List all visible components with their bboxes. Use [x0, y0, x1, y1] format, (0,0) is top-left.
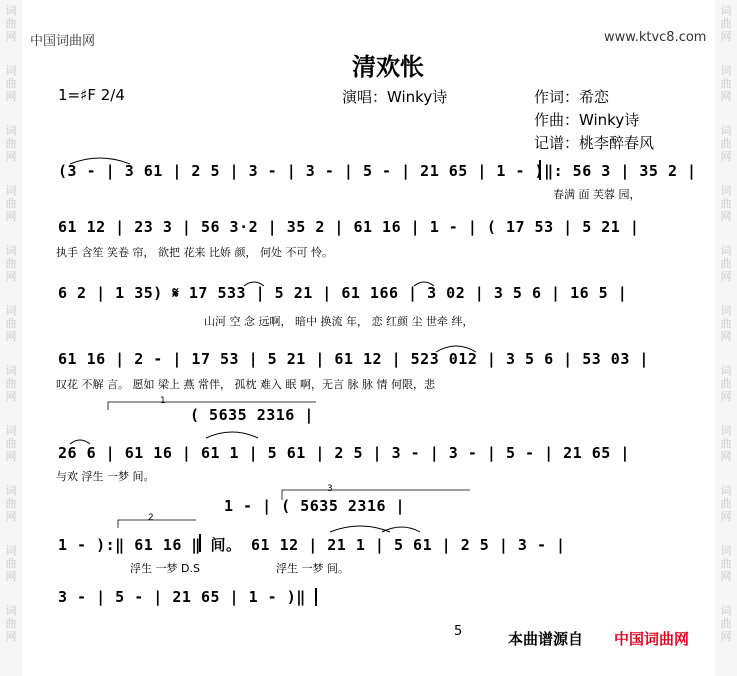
song-title: 清欢怅 — [352, 53, 424, 81]
watermark-text: 词 曲 网 — [720, 184, 732, 223]
footer-source-site[interactable]: 中国词曲网 — [614, 630, 690, 648]
watermark-text: 词 曲 网 — [720, 124, 732, 163]
notation-row-6-upper: 1 - | ( 5635 2316 | — [224, 497, 406, 515]
lyrics-row-1: 春满 面 芙蓉 园， — [553, 188, 641, 201]
watermark-text: 词 曲 网 — [5, 604, 17, 643]
footer-source-label: 本曲谱源自 — [508, 630, 584, 648]
watermark-text: 词 曲 网 — [5, 4, 17, 43]
singer-credit: 演唱：Winky诗 — [342, 88, 448, 106]
watermark-text: 词 曲 网 — [720, 544, 732, 583]
watermark-text: 词 曲 网 — [720, 484, 732, 523]
watermark-text: 词 曲 网 — [720, 4, 732, 43]
watermark-text: 词 曲 网 — [5, 124, 17, 163]
watermark-text: 词 曲 网 — [5, 184, 17, 223]
notation-row-3: 6 2 | 1 35) 𝄋 17 533 | 5 21 | 61 166 | 3 02 | 3 5 6 | 16 5 | — [58, 284, 628, 302]
composer-credit: 作曲：Winky诗 — [534, 111, 640, 129]
notation-row-7: 3 - | 5 - | 21 65 | 1 - )‖ — [58, 588, 306, 606]
watermark-text: 词 曲 网 — [720, 424, 732, 463]
volta-2-label: 2 — [148, 513, 154, 523]
notation-row-6: 1 - ):‖ 61 16 ‖ 间。 61 12 | 21 1 | 5 61 | 2 5 | 3 - | — [58, 536, 566, 554]
lyrics-row-6-b: 浮生 一梦 间。 — [276, 562, 349, 575]
watermark-text: 词 曲 网 — [5, 304, 17, 343]
notation-row-5: 26 6 | 61 16 | 61 1 | 5 61 | 2 5 | 3 - | 3 - | 5 - | 21 65 | — [58, 444, 630, 462]
lyrics-row-3: 山河 空 念 远啊， 暗中 换流 年， 恋 红颜 尘 世牵 绊， — [204, 315, 474, 328]
lyrics-row-5: 与欢 浮生 一梦 间。 — [56, 470, 155, 483]
transcriber-credit: 记谱：桃李醉春风 — [534, 134, 655, 152]
lyrics-row-6-a: 浮生 一梦 D.S — [130, 562, 200, 575]
watermark-text: 词 曲 网 — [720, 304, 732, 343]
site-name-left: 中国词曲网 — [30, 34, 96, 49]
notation-row-2: 61 12 | 23 3 | 56 3·2 | 35 2 | 61 16 | 1 - | ( 17 53 | 5 21 | — [58, 218, 640, 236]
lyrics-row-2: 执手 含笙 笑卷 帘， 欲把 花来 比娇 颜， 何处 不可 怜。 — [56, 246, 333, 259]
volta-3-label: 3 — [327, 484, 333, 494]
notation-row-4: 61 16 | 2 - | 17 53 | 5 21 | 61 12 | 523 012 | 3 5 6 | 53 03 | — [58, 350, 649, 368]
watermark-text: 词 曲 网 — [5, 244, 17, 283]
notation-row-5-upper: ( 5635 2316 | — [190, 406, 314, 424]
watermark-text: 词 曲 网 — [720, 604, 732, 643]
lyrics-row-4: 叹花 不解 言。 愿如 梁上 燕 常伴， 孤枕 难入 眠 啊，无言 脉 脉 情 何限，悲 — [56, 378, 435, 391]
watermark-text: 词 曲 网 — [5, 484, 17, 523]
watermark-text: 词 曲 网 — [720, 364, 732, 403]
key-signature: 1=♯F 2/4 — [58, 86, 125, 104]
site-url-right: www.ktvc8.com — [604, 30, 707, 45]
watermark-text: 词 曲 网 — [5, 424, 17, 463]
notation-row-1: (3 - | 3 61 | 2 5 | 3 - | 3 - | 5 - | 21 65 | 1 - )‖: 56 3 | 35 2 | — [58, 162, 697, 180]
lyricist-credit: 作词：希恋 — [534, 88, 610, 106]
watermark-text: 词 曲 网 — [5, 544, 17, 583]
watermark-text: 词 曲 网 — [720, 244, 732, 283]
page-number: 5 — [454, 624, 463, 639]
volta-1-label: 1 — [160, 396, 166, 406]
watermark-text: 词 曲 网 — [720, 64, 732, 103]
watermark-text: 词 曲 网 — [5, 364, 17, 403]
watermark-text: 词 曲 网 — [5, 64, 17, 103]
